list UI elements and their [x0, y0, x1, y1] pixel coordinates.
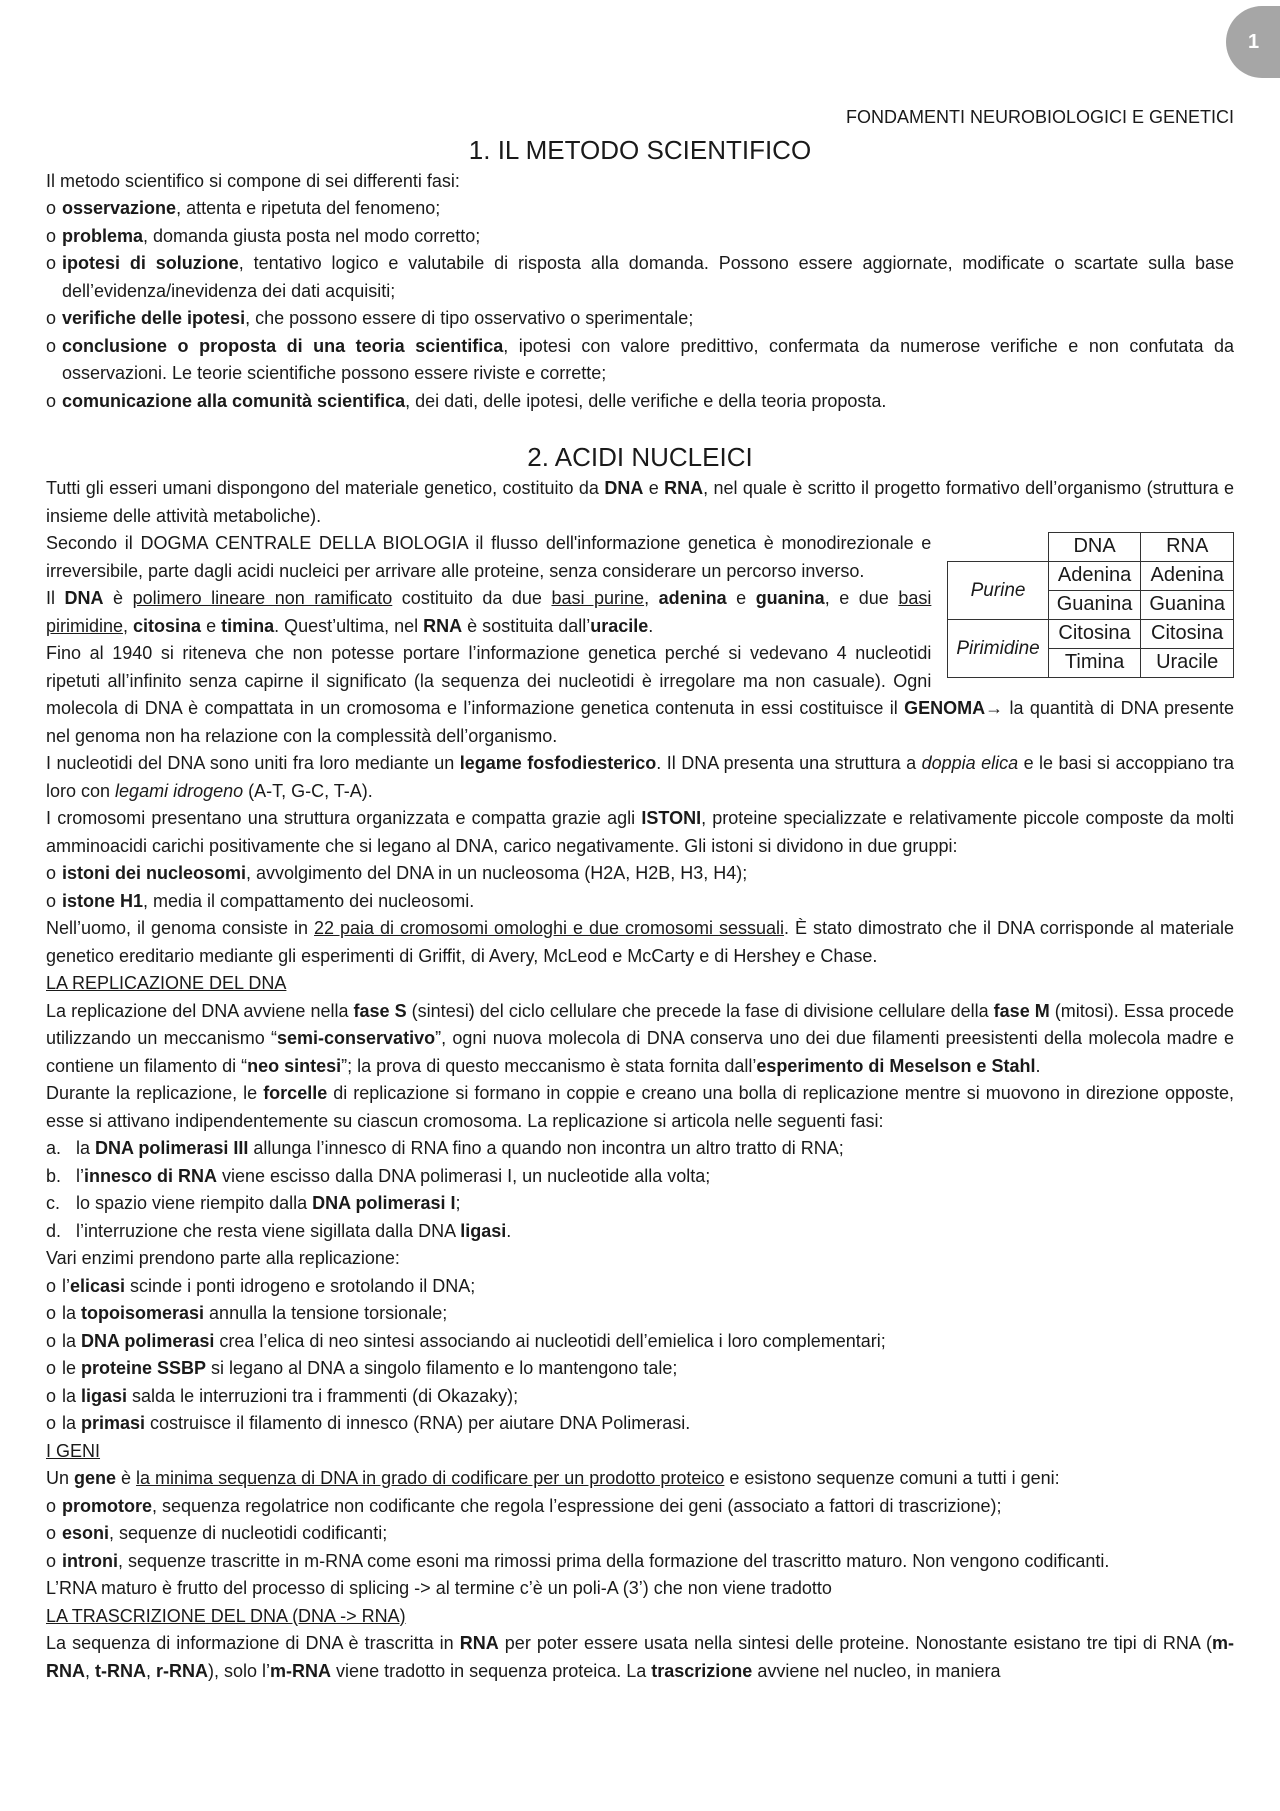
- table-cell: Citosina: [1141, 620, 1234, 649]
- step-item: c. lo spazio viene riempito dalla DNA polimerasi I;: [46, 1193, 461, 1213]
- paragraph: Un gene è la minima sequenza di DNA in grado di codificare per un prodotto proteico e esistono sequenze comuni a tutti i geni:: [46, 1468, 1060, 1488]
- document-body: [46, 104, 1234, 1685]
- running-header: FONDAMENTI NEUROBIOLOGICI E GENETICI: [845, 107, 1234, 127]
- list-item: o comunicazione alla comunità scientifica, dei dati, delle ipotesi, delle verifiche e della teoria proposta.: [46, 388, 1234, 416]
- paragraph: I cromosomi presentano una struttura organizzata e compatta grazie agli ISTONI, proteine specializzate e relativamente piccole composte da molti amminoacidi carichi positivamente che si legano al DNA, carico negativamente. Gli istoni si dividono in due gruppi:: [46, 808, 1235, 856]
- phases-list: [46, 195, 1234, 415]
- page-number-badge: [1226, 6, 1280, 78]
- subsection-heading-replicazione: LA REPLICAZIONE DEL DNA: [46, 973, 287, 993]
- page-number: 1: [1248, 30, 1260, 53]
- list-item: o conclusione o proposta di una teoria scientifica, ipotesi con valore predittivo, confermata da numerose verifiche e non confutata da osservazioni. Le teorie scientifiche possono essere riviste e corrette;: [46, 333, 1234, 388]
- subsection-heading-trascrizione: LA TRASCRIZIONE DEL DNA (DNA -> RNA): [46, 1605, 406, 1626]
- pirimidine-label: Pirimidine: [948, 620, 1048, 678]
- table-cell: Timina: [1048, 649, 1141, 678]
- step-item: a. la DNA polimerasi III allunga l’innesco di RNA fino a quando non incontra un altro tratto di RNA;: [46, 1138, 844, 1158]
- list-item: o esoni, sequenze di nucleotidi codificanti;: [46, 1520, 1234, 1548]
- subsection-heading-geni: I GENI: [46, 1440, 101, 1461]
- table-cell: Uracile: [1141, 649, 1234, 678]
- table-cell: Guanina: [1048, 591, 1141, 620]
- paragraph: Il metodo scientifico si compone di sei differenti fasi:: [46, 170, 460, 191]
- list-item: o verifiche delle ipotesi, che possono essere di tipo osservativo o sperimentale;: [46, 305, 1234, 333]
- paragraph: Fino al 1940 si riteneva che non potesse portare l’informazione genetica perché si vedevano 4 nucleotidi ripetuti all’infinito senza capirne il significato (la sequenza dei nucleotidi è irregolare ma non casuale). Ogni molecola di DNA è compattata in un cromosoma e l’informazione genetica contenuta in essi costituisce il GENOMA→ la quantità di DNA presente nel genoma non ha relazione con la complessità dell’organismo.: [46, 643, 1235, 746]
- paragraph: Nell’uomo, il genoma consiste in 22 paia di cromosomi omologhi e due cromosomi sessuali. È stato dimostrato che il DNA corrisponde al materiale genetico ereditario mediante gli esperimenti di Griffit, di Avery, McLeod e McCarty e di Hershey e Chase.: [46, 918, 1234, 966]
- list-item: o introni, sequenze trascritte in m-RNA come esoni ma rimossi prima della formazione del trascritto maturo. Non vengono codificanti.: [46, 1548, 1234, 1576]
- list-item: o l’elicasi scinde i ponti idrogeno e srotolando il DNA;: [46, 1273, 1234, 1301]
- paragraph: La sequenza di informazione di DNA è trascritta in RNA per poter essere usata nella sintesi delle proteine. Nonostante esistano tre tipi di RNA (m-RNA, t-RNA, r-RNA), solo l’m-RNA viene tradotto in sequenza proteica. La trascrizione avviene nel nucleo, in maniera: [46, 1633, 1234, 1681]
- paragraph: Secondo il DOGMA CENTRALE DELLA BIOLOGIA il flusso dell'informazione genetica è monodirezionale e irreversibile, parte dagli acidi nucleici per arrivare alle proteine, senza considerare un percorso inverso.: [46, 533, 932, 581]
- step-item: b. l’innesco di RNA viene escisso dalla DNA polimerasi I, un nucleotide alla volta;: [46, 1165, 711, 1186]
- list-item: o istone H1, media il compattamento dei nucleosomi.: [46, 888, 1234, 916]
- paragraph: La replicazione del DNA avviene nella fase S (sintesi) del ciclo cellulare che precede la fase di divisione cellulare della fase M (mitosi). Essa procede utilizzando un meccanismo “semi-conservativo”, ogni nuova molecola di DNA conserva uno dei due filamenti preesistenti della molecola madre e contiene un filamento di “neo sintesi”; la prova di questo meccanismo è stata fornita dall’esperimento di Meselson e Stahl.: [46, 1000, 1234, 1076]
- list-item: o istoni dei nucleosomi, avvolgimento del DNA in un nucleosoma (H2A, H2B, H3, H4);: [46, 860, 1234, 888]
- paragraph: Durante la replicazione, le forcelle di replicazione si formano in coppie e creano una bolla di replicazione mentre si muovono in direzione opposte, esse si attivano indipendentemente su ciascun cromosoma. La replicazione si articola nelle seguenti fasi:: [46, 1083, 1234, 1131]
- paragraph: L’RNA maturo è frutto del processo di splicing -> al termine c’è un poli-A (3’) che non viene tradotto: [46, 1578, 832, 1598]
- table-cell: Citosina: [1048, 620, 1141, 649]
- purine-label: Purine: [948, 562, 1048, 620]
- table-cell: Guanina: [1141, 591, 1234, 620]
- table-cell: Adenina: [1141, 562, 1234, 591]
- list-item: o la DNA polimerasi crea l’elica di neo sintesi associando ai nucleotidi dell’emielica i loro complementari;: [46, 1328, 1234, 1356]
- list-item: o osservazione, attenta e ripetuta del fenomeno;: [46, 195, 1234, 223]
- paragraph: Il DNA è polimero lineare non ramificato costituito da due basi purine, adenina e guanina, e due basi pirimidine, citosina e timina. Quest’ultima, nel RNA è sostituita dall’uracile.: [46, 588, 932, 636]
- list-item: o problema, domanda giusta posta nel modo corretto;: [46, 223, 1234, 251]
- step-item: d. l’interruzione che resta viene sigillata dalla DNA ligasi.: [46, 1220, 512, 1241]
- section-title-1: 1. IL METODO SCIENTIFICO: [468, 134, 812, 165]
- paragraph: Vari enzimi prendono parte alla replicazione:: [46, 1248, 400, 1268]
- table-header: DNA: [1048, 533, 1141, 562]
- bases-table: [947, 532, 1234, 678]
- list-item: o le proteine SSBP si legano al DNA a singolo filamento e lo mantengono tale;: [46, 1355, 1234, 1383]
- paragraph: I nucleotidi del DNA sono uniti fra loro mediante un legame fosfodiesterico. Il DNA presenta una struttura a doppia elica e le basi si accoppiano tra loro con legami idrogeno (A-T, G-C, T-A).: [46, 753, 1234, 801]
- table-cell: Adenina: [1048, 562, 1141, 591]
- list-item: o la ligasi salda le interruzioni tra i frammenti (di Okazaky);: [46, 1383, 1234, 1411]
- section-title-2: 2. ACIDI NUCLEICI: [527, 442, 753, 472]
- list-item: o promotore, sequenza regolatrice non codificante che regola l’espressione dei geni (associato a fattori di trascrizione);: [46, 1493, 1234, 1521]
- list-item: o la topoisomerasi annulla la tensione torsionale;: [46, 1300, 1234, 1328]
- table-header: RNA: [1141, 533, 1234, 562]
- list-item: o la primasi costruisce il filamento di innesco (RNA) per aiutare DNA Polimerasi.: [46, 1410, 1234, 1438]
- paragraph: Tutti gli esseri umani dispongono del materiale genetico, costituito da DNA e RNA, nel quale è scritto il progetto formativo dell’organismo (struttura e insieme delle attività metaboliche).: [46, 478, 1234, 526]
- list-item: o ipotesi di soluzione, tentativo logico e valutabile di risposta alla domanda. Possono essere aggiornate, modificate o scartate sulla base dell’evidenza/inevidenza dei dati acquisiti;: [46, 250, 1234, 305]
